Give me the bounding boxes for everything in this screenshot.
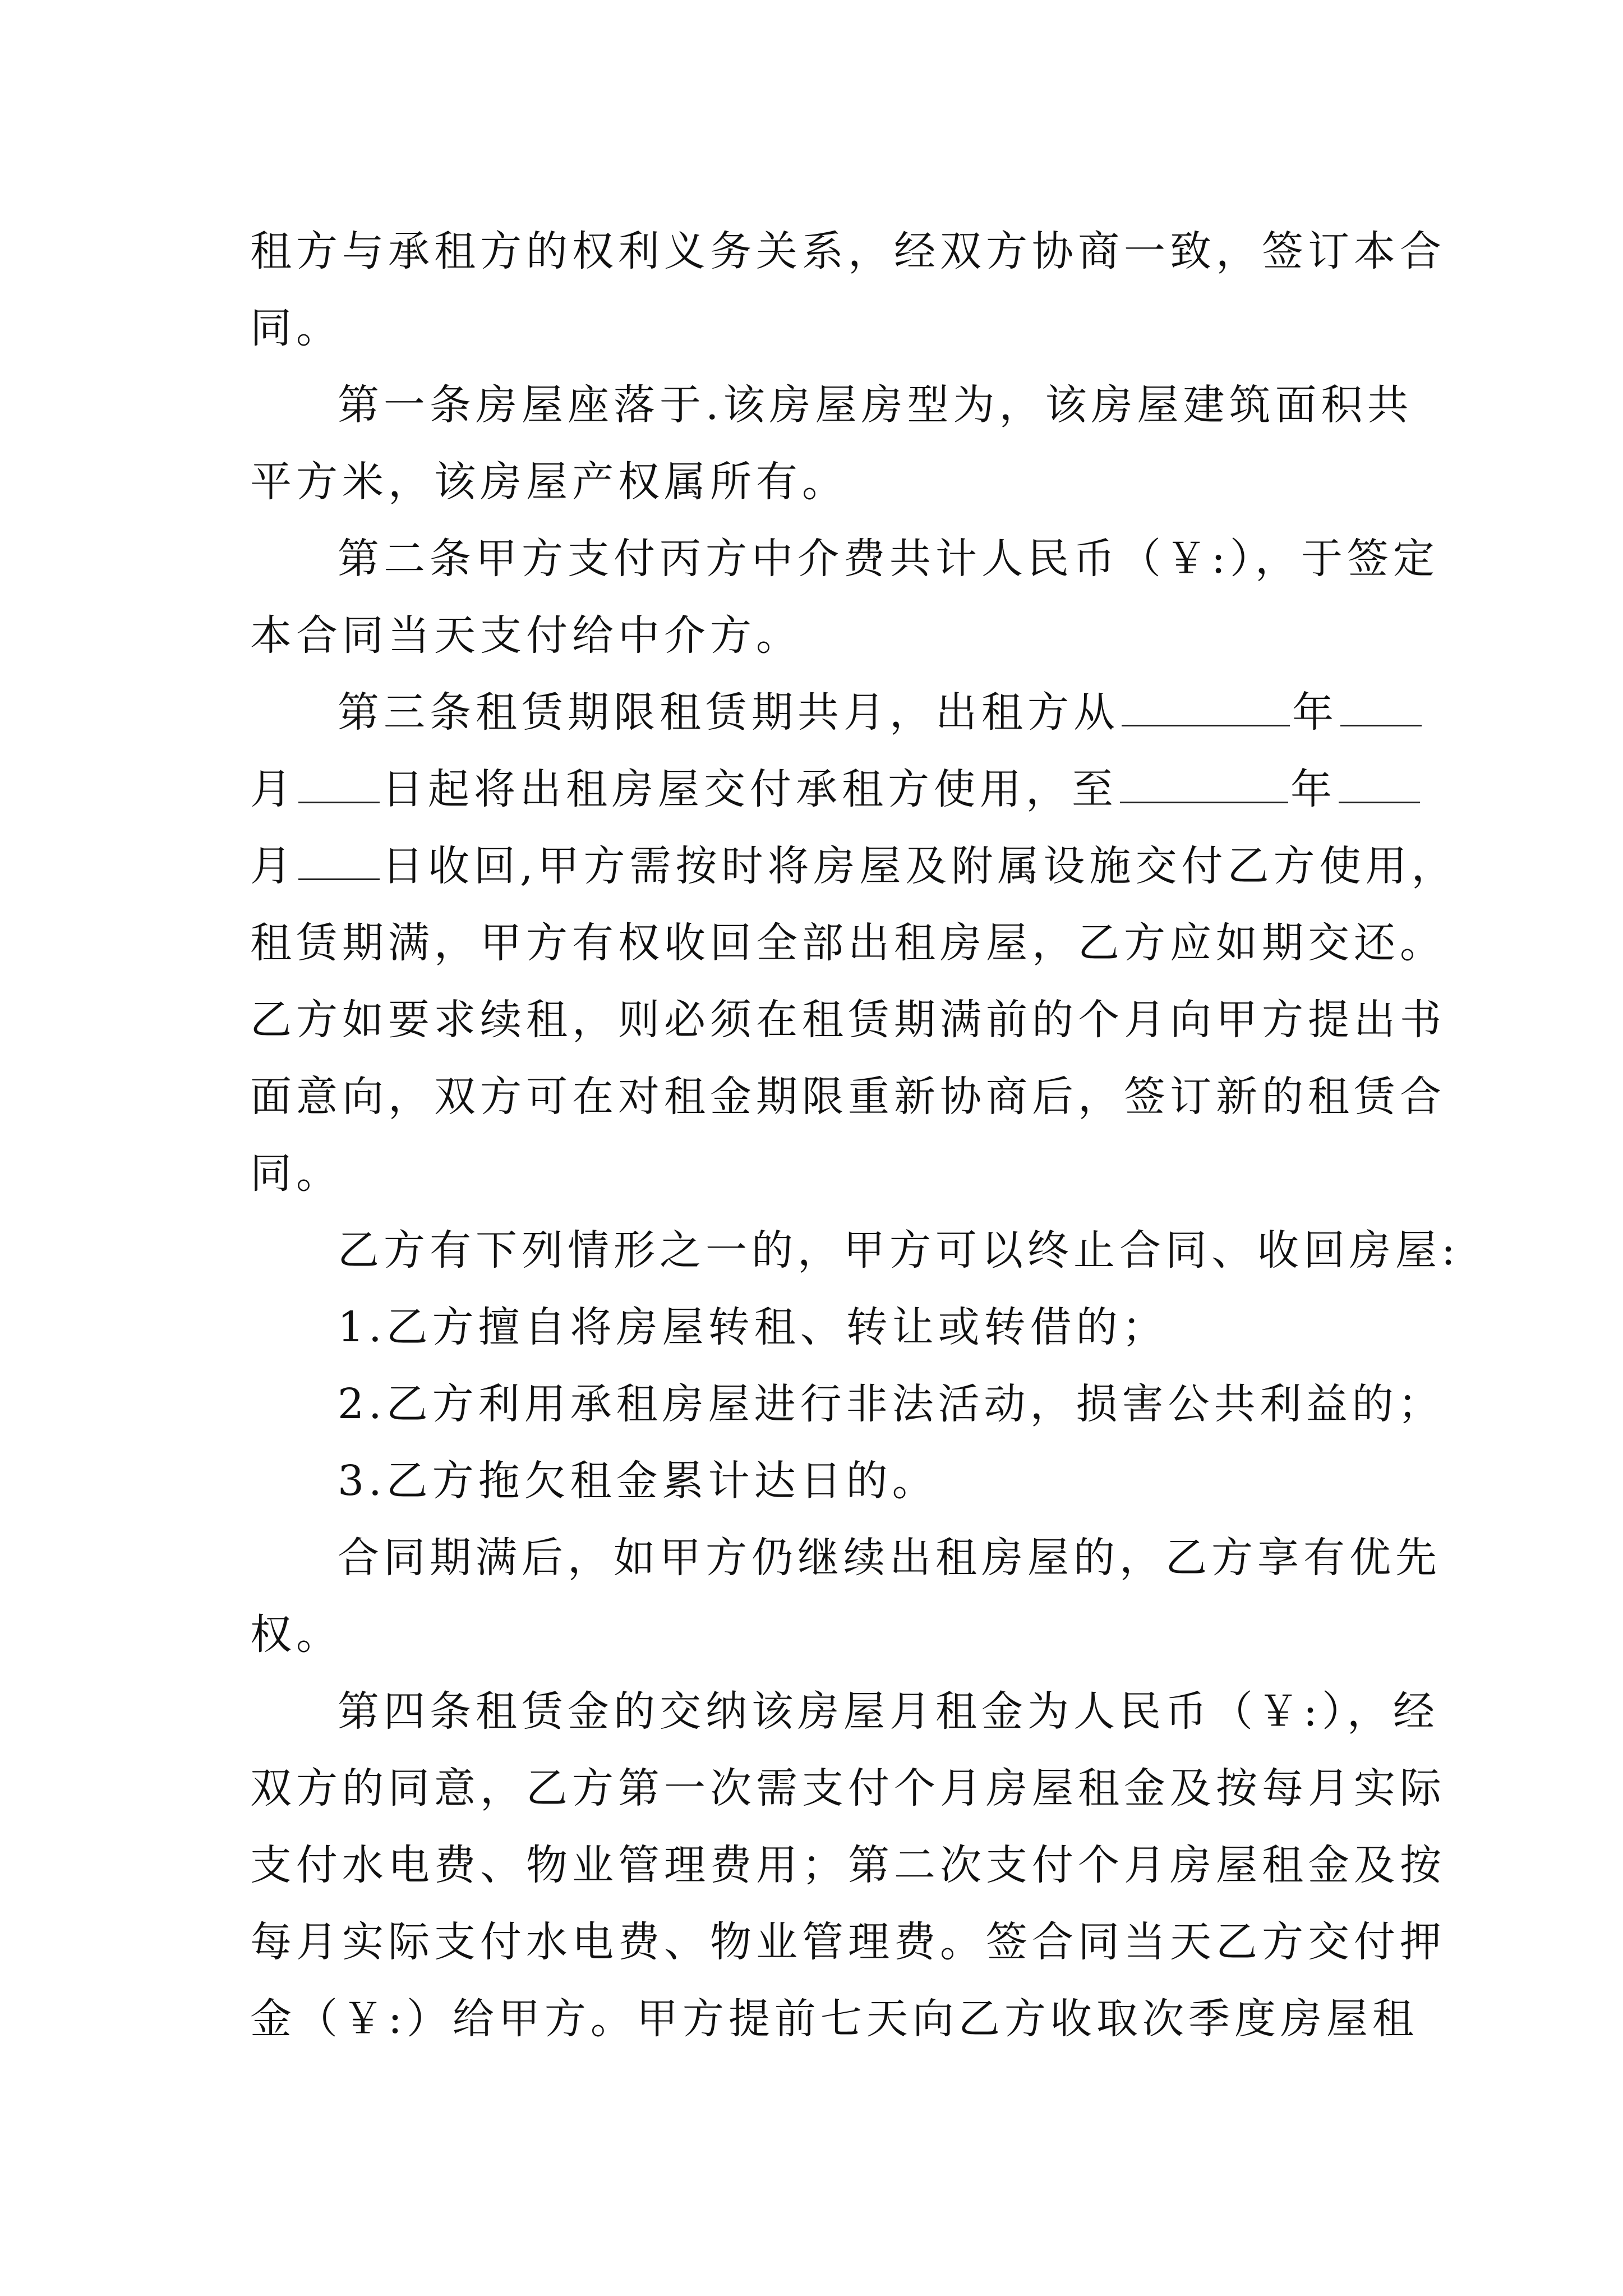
text-segment: 日起将出租房屋交付承租方使用，至 [382,765,1118,813]
text-segment: 年 [1292,688,1338,737]
article-4-line: 第四条租赁金的交纳该房屋月租金为人民币（￥:），经 [338,1687,1439,1736]
paragraph-line: 乙方如要求续租，则必须在租赁期满前的个月向甲方提出书 [250,996,1446,1044]
list-item: 3.乙方拖欠租金累计达日的。 [338,1457,938,1505]
text-segment: 年 [1290,765,1336,813]
blank-day [298,843,380,880]
text-segment: 第三条租赁期限租赁期共月，出租方从 [338,688,1119,737]
blank-month [1339,766,1420,803]
blank-year [1122,689,1290,726]
paragraph-line: 金（￥:）给甲方。甲方提前七天向乙方收取次季度房屋租 [250,1995,1418,2043]
paragraph-line: 面意向，双方可在对租金期限重新协商后，签订新的租赁合 [250,1073,1446,1121]
blank-day [298,766,380,803]
paragraph-line: 租方与承租方的权利义务关系，经双方协商一致，签订本合 [250,227,1446,275]
paragraph-line: 本合同当天支付给中介方。 [250,611,802,660]
paragraph-line [250,828,1458,905]
paragraph-line: 租赁期满，甲方有权收回全部出租房屋，乙方应如期交还。 [250,919,1446,967]
paragraph-line: 每月实际支付水电费、物业管理费。签合同当天乙方交付押 [250,1918,1446,1966]
paragraph-line: 平方米，该房屋产权属所有。 [250,458,848,506]
text-segment: 月 [250,765,296,813]
paragraph-line [250,751,1394,828]
blank-month [1340,689,1422,726]
list-item: 2.乙方利用承租房屋进行非法活动，损害公共利益的； [338,1380,1444,1428]
blank-year [1120,766,1288,803]
paragraph-line: 支付水电费、物业管理费用；第二次支付个月房屋租金及按 [250,1841,1446,1889]
article-3-line [250,674,1394,751]
paragraph-line: 权。 [250,1611,342,1659]
paragraph-line: 同。 [250,1149,342,1198]
paragraph-line: 同。 [250,304,342,352]
renewal-line: 合同期满后，如甲方仍继续出租房屋的，乙方享有优先 [338,1534,1441,1582]
text-segment: 日收回,甲方需按时将房屋及附属设施交付乙方使用， [382,842,1458,890]
list-item: 1.乙方擅自将房屋转租、转让或转借的； [338,1303,1168,1351]
text-segment: 月 [250,842,296,890]
document-body [250,213,1460,2058]
termination-intro-line: 乙方有下列情形之一的，甲方可以终止合同、收回房屋: [338,1226,1460,1274]
paragraph-line: 双方的同意，乙方第一次需支付个月房屋租金及按每月实际 [250,1764,1446,1812]
article-2-line: 第二条甲方支付丙方中介费共计人民币（￥:），于签定 [338,535,1439,583]
article-1-line: 第一条房屋座落于.该房屋房型为，该房屋建筑面积共 [338,381,1413,429]
